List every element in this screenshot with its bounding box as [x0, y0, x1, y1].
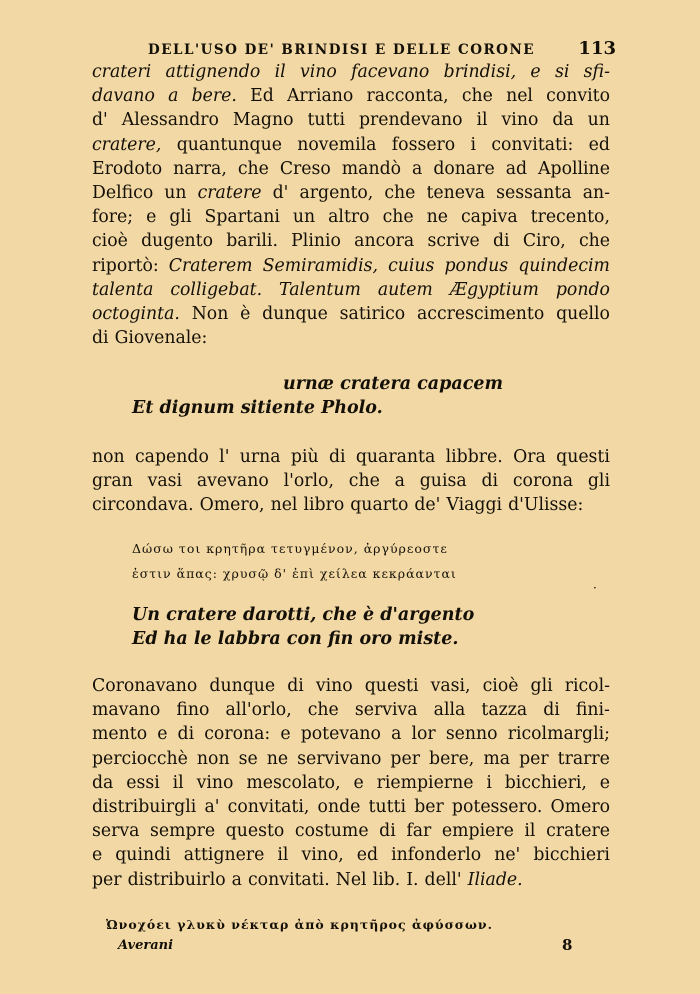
- word: Plinio: [291, 231, 341, 252]
- word: capendo: [134, 447, 209, 467]
- word: corona:: [204, 724, 271, 745]
- word: Ciro,: [522, 231, 566, 252]
- word: a': [204, 797, 220, 818]
- word: sfi-: [583, 62, 610, 82]
- word: si: [554, 62, 570, 82]
- word: avevano: [196, 471, 269, 492]
- word: distribuirlo: [127, 869, 226, 890]
- word: Omero,: [199, 495, 265, 516]
- word: sempre: [150, 821, 216, 842]
- word: più: [290, 447, 319, 467]
- word: mento: [92, 724, 148, 745]
- word: riportò:: [92, 255, 159, 276]
- word: il: [172, 772, 184, 793]
- word: donare: [433, 158, 495, 179]
- word: Spartani: [204, 207, 280, 228]
- word: che: [237, 158, 269, 179]
- word: un: [587, 110, 610, 131]
- word: vino: [196, 772, 234, 793]
- word: trarre: [557, 748, 610, 769]
- word: quello: [556, 304, 610, 325]
- word: un: [164, 183, 187, 204]
- word: di: [379, 821, 396, 842]
- word: di: [481, 471, 499, 492]
- word: e: [146, 207, 157, 228]
- word: an-: [582, 183, 610, 204]
- word: racconta,: [366, 86, 449, 107]
- latin-verse-line: Et dignum sitiente Pholo.: [132, 398, 383, 418]
- word: guisa: [419, 471, 467, 492]
- word: vino: [501, 110, 539, 131]
- word: ne': [494, 845, 521, 866]
- word: ricolmargli;: [507, 724, 610, 745]
- paragraph-2: [92, 445, 610, 518]
- word: corona: [512, 471, 574, 492]
- word: i: [486, 772, 492, 793]
- word: gli: [530, 676, 553, 696]
- word: questo: [225, 821, 285, 842]
- word: ricol-: [564, 676, 610, 696]
- text-line: [92, 722, 610, 746]
- word: fini-: [575, 700, 610, 721]
- word: ed: [356, 845, 379, 866]
- word: vino,: [301, 845, 344, 866]
- word: il: [274, 62, 286, 82]
- word: l'orlo,: [283, 471, 334, 492]
- word: quindecim: [518, 255, 610, 276]
- word: sessanta: [496, 183, 572, 204]
- italian-verse-line: Ed ha le labbra con fin oro miste.: [132, 629, 459, 649]
- word: e: [92, 845, 103, 866]
- word: altro: [328, 207, 370, 228]
- word: dugento: [141, 231, 214, 252]
- italian-verse-line: Un cratere darotti, che è d'argento: [132, 605, 475, 625]
- word: bicchieri,: [504, 772, 587, 793]
- word: dunque: [262, 304, 328, 325]
- word: colligebat.: [170, 279, 263, 300]
- word: e: [353, 772, 364, 793]
- word: ed: [588, 134, 610, 155]
- word: satirico: [339, 304, 406, 325]
- word: tutti: [307, 110, 345, 131]
- word: Arriano: [286, 86, 354, 107]
- word: non: [92, 447, 125, 467]
- word: brindisi,: [443, 62, 517, 82]
- word: empiere: [441, 821, 514, 842]
- word: vino: [315, 676, 353, 696]
- word: a: [168, 86, 179, 107]
- word: distribuirgli: [92, 797, 197, 818]
- word: l': [219, 447, 230, 467]
- text-line: [92, 819, 610, 843]
- greek-verse-line: Δώσω τοι κρητῆρα τετυγμένον, ἀργύρεοστε: [132, 541, 448, 556]
- text-line: [92, 108, 610, 132]
- word: quindi: [115, 845, 171, 866]
- word: davano: [92, 86, 155, 107]
- text-line: [92, 771, 610, 795]
- word: ber: [414, 797, 444, 818]
- word: da: [552, 110, 574, 131]
- word: I.: [406, 869, 419, 890]
- paragraph-3: [92, 674, 610, 892]
- word: nel: [270, 495, 298, 516]
- word: Nel: [335, 869, 367, 890]
- word: mandò: [341, 158, 402, 179]
- word: urna: [239, 447, 281, 467]
- word: cratere: [197, 183, 262, 204]
- text-line: [92, 133, 610, 157]
- word: dell': [424, 869, 462, 890]
- text-line: [92, 747, 610, 771]
- word: libro: [303, 495, 345, 516]
- word: che: [461, 86, 493, 107]
- word: Semiramidis,: [262, 255, 379, 276]
- word: di: [287, 676, 304, 696]
- page-number: 113: [578, 38, 616, 59]
- word: cratere,: [92, 134, 162, 155]
- word: questi: [364, 676, 419, 696]
- word: convitati:: [491, 134, 574, 155]
- word: cioè: [92, 231, 128, 252]
- text-line: [92, 229, 610, 253]
- word: per: [390, 748, 420, 769]
- word: il: [476, 110, 488, 131]
- word: ancora: [354, 231, 415, 252]
- word: capiva: [460, 207, 518, 228]
- word: quarto: [350, 495, 409, 516]
- text-line: [92, 674, 610, 698]
- word: di: [493, 231, 510, 252]
- word: pondus: [444, 255, 509, 276]
- word: argento,: [299, 183, 374, 204]
- word: cratere: [546, 821, 610, 842]
- text-line: [92, 60, 610, 84]
- word: convito: [546, 86, 610, 107]
- word: a: [394, 471, 405, 492]
- word: ad: [505, 158, 528, 179]
- word: scrive: [427, 231, 480, 252]
- word: e: [280, 724, 291, 745]
- word: facevano: [351, 62, 430, 82]
- word: circondava.: [92, 495, 194, 516]
- word: lor: [411, 724, 436, 745]
- text-line: [92, 469, 610, 493]
- word: bicchieri: [533, 845, 610, 866]
- text-line: [92, 84, 610, 108]
- word: se: [238, 748, 258, 769]
- word: che: [578, 231, 610, 252]
- word: vino: [299, 62, 337, 82]
- word: autem: [377, 279, 433, 300]
- signature-name: Averani: [118, 938, 174, 953]
- word: che: [307, 700, 339, 721]
- word: di: [92, 328, 109, 349]
- word: Erodoto: [92, 158, 163, 179]
- word: potevano: [300, 724, 381, 745]
- word: e: [599, 772, 610, 793]
- word: bere,: [429, 748, 475, 769]
- word: Craterem: [168, 255, 253, 276]
- word: vasi: [147, 471, 183, 492]
- text-line: [92, 254, 610, 278]
- word: Iliade.: [467, 869, 523, 890]
- word: Talentum: [279, 279, 361, 300]
- word: Ed: [250, 86, 274, 107]
- word: convitati,: [227, 797, 310, 818]
- text-line: [92, 326, 610, 350]
- word: Coronavano: [92, 676, 198, 696]
- word: vasi,: [430, 676, 471, 696]
- word: non: [196, 748, 230, 769]
- word: Giovenale:: [114, 328, 208, 349]
- word: de': [414, 495, 441, 516]
- word: di: [543, 700, 560, 721]
- word: attignendo: [165, 62, 261, 82]
- word: il: [277, 845, 289, 866]
- word: infonderlo: [391, 845, 482, 866]
- word: quantunque: [176, 134, 282, 155]
- word: quaranta: [355, 447, 436, 467]
- greek-quote: Ὠνοχόει γλυκὺ νέκταρ ἀπὸ κρητῆρος ἀφύσσων.: [106, 917, 493, 932]
- word: per: [92, 869, 122, 890]
- text-line: [92, 868, 610, 892]
- word: serviva: [354, 700, 418, 721]
- word: servivano: [297, 748, 382, 769]
- word: trecento,: [530, 207, 610, 228]
- word: costume: [294, 821, 369, 842]
- word: octoginta.: [92, 304, 180, 325]
- word: Apolline: [538, 158, 610, 179]
- word: per: [519, 748, 549, 769]
- word: attignere: [183, 845, 265, 866]
- running-head: [148, 38, 616, 59]
- word: fino: [176, 700, 210, 721]
- greek-verse-line: ἐστιν ἅπας: χρυσῷ δ' ἐπὶ χείλεα κεκράανται: [132, 566, 457, 581]
- word: serva: [92, 821, 140, 842]
- word: che: [382, 207, 414, 228]
- word: cuius: [388, 255, 435, 276]
- word: Ægyptium: [449, 279, 539, 300]
- word: ma: [483, 748, 511, 769]
- word: alla: [433, 700, 466, 721]
- word: narra,: [173, 158, 227, 179]
- text-line: [92, 302, 610, 326]
- word: Omero: [550, 797, 610, 818]
- word: riempierne: [376, 772, 474, 793]
- word: far: [406, 821, 432, 842]
- word: novemila: [297, 134, 377, 155]
- signature-mark: 8: [562, 936, 573, 954]
- word: Alessandro: [121, 110, 219, 131]
- word: prendevano: [358, 110, 463, 131]
- word: che: [348, 471, 380, 492]
- running-title: DELL'USO DE' BRINDISI E DELLE CORONE: [148, 42, 536, 58]
- word: senno: [445, 724, 498, 745]
- word: pondo: [555, 279, 610, 300]
- word: Non: [191, 304, 229, 325]
- text-line: [92, 795, 610, 819]
- text-line: [92, 843, 610, 867]
- word: gli: [169, 207, 192, 228]
- word: tutti: [368, 797, 407, 818]
- word: di: [177, 724, 195, 745]
- text-line: [92, 157, 610, 181]
- word: fossero: [391, 134, 456, 155]
- word: ne: [426, 207, 448, 228]
- word: nel: [506, 86, 533, 107]
- word: Magno: [232, 110, 294, 131]
- word: mavano: [92, 700, 161, 721]
- word: è: [240, 304, 251, 325]
- word: libbre.: [445, 447, 503, 467]
- word: questi: [556, 447, 610, 467]
- word: accrescimento: [416, 304, 545, 325]
- word: talenta: [92, 279, 154, 300]
- word: d': [92, 110, 108, 131]
- paragraph-1: [92, 60, 610, 350]
- word: d'Ulisse:: [508, 495, 584, 516]
- word: il: [524, 821, 536, 842]
- latin-verse-line: urnæ cratera capacem: [283, 374, 504, 394]
- word: a: [412, 158, 423, 179]
- text-line: [92, 205, 610, 229]
- word: d': [272, 183, 289, 204]
- word: Viaggi: [446, 495, 503, 516]
- word: a: [231, 869, 242, 890]
- text-line: [92, 181, 610, 205]
- word: gran: [92, 471, 133, 492]
- word: Ora: [513, 447, 546, 467]
- word: convitati.: [247, 869, 330, 890]
- word: dunque: [209, 676, 276, 696]
- text-line: [92, 445, 610, 469]
- word: fore;: [92, 207, 134, 228]
- word: all'orlo,: [225, 700, 292, 721]
- word: ne: [266, 748, 289, 769]
- stray-dot: ·: [593, 581, 597, 595]
- word: gli: [587, 471, 610, 492]
- word: lib.: [372, 869, 401, 890]
- word: e: [157, 724, 168, 745]
- word: tazza: [481, 700, 528, 721]
- text-line: [92, 698, 610, 722]
- word: i: [470, 134, 477, 155]
- word: cioè: [482, 676, 519, 696]
- word: che: [384, 183, 416, 204]
- word: essi: [126, 772, 160, 793]
- word: da: [92, 772, 114, 793]
- word: di: [328, 447, 346, 467]
- word: onde: [317, 797, 361, 818]
- word: barili.: [226, 231, 278, 252]
- word: e: [530, 62, 541, 82]
- word: perciocchè: [92, 748, 188, 769]
- word: teneva: [426, 183, 486, 204]
- word: crateri: [92, 62, 152, 82]
- text-line: [92, 493, 610, 517]
- word: potessero.: [451, 797, 543, 818]
- text-line: [92, 278, 610, 302]
- word: Creso: [279, 158, 331, 179]
- word: un: [292, 207, 316, 228]
- word: a: [391, 724, 402, 745]
- word: mescolato,: [246, 772, 341, 793]
- word: bere.: [191, 86, 237, 107]
- word: Delfico: [92, 183, 154, 204]
